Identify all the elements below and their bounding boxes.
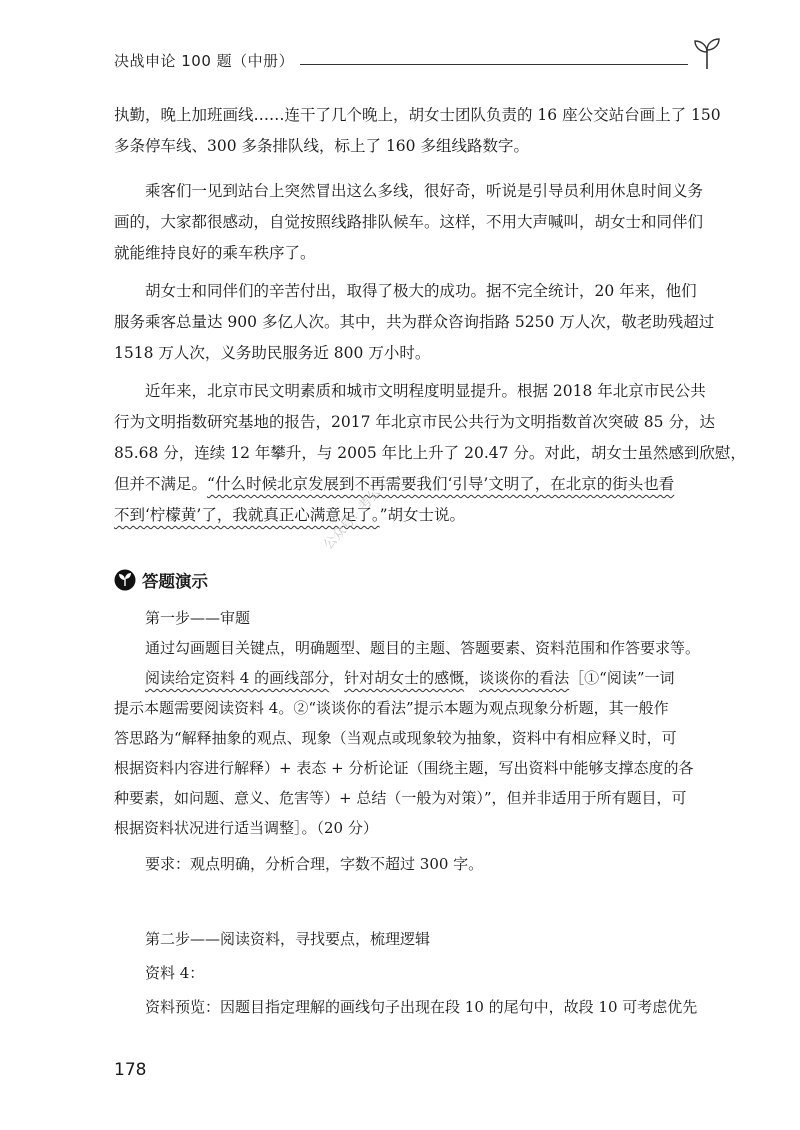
step1-title: 第一步——审题 bbox=[145, 609, 251, 627]
text-line: 答思路为“解释抽象的观点、现象（当观点或现象较为抽象，资料中有相应释义时，可 bbox=[114, 729, 677, 747]
section-heading bbox=[114, 566, 208, 594]
step1-intro: 通过勾画题目关键点，明确题型、题目的主题、答题要素、资料范围和作答要求等。 bbox=[145, 639, 701, 657]
text-line: 根据资料状况进行适当调整］。（20 分） bbox=[114, 819, 378, 837]
paragraph-2 bbox=[114, 176, 714, 269]
requirement-line: 要求：观点明确，分析合理，字数不超过 300 字。 bbox=[145, 855, 484, 873]
text-line bbox=[114, 469, 714, 500]
underlined-keyword: 阅读给定资料 4 的画线部分 bbox=[145, 669, 330, 687]
text-line: 85.68 分，连续 12 年攀升，与 2005 年比上升了 20.47 分。对此，胡女士虽然感到欣慰， bbox=[114, 444, 746, 462]
underlined-quote: 不到‘柠檬黄’了，我就真正心满意足了。 bbox=[114, 506, 380, 524]
text-line: 近年来，北京市民文明素质和城市文明程度明显提升。根据 2018 年北京市民公共 bbox=[145, 382, 706, 400]
text-line: 服务乘客总量达 900 多亿人次。其中，共为群众咨询指路 5250 万人次，敬老助残超过 bbox=[114, 313, 715, 331]
preview-line: 资料预览：因题目指定理解的画线句子出现在段 10 的尾句中，故段 10 可考虑优先 bbox=[145, 998, 698, 1016]
running-header bbox=[114, 46, 714, 76]
plain-text: 但并不满足。 bbox=[114, 475, 208, 493]
text-line bbox=[114, 500, 714, 531]
text-line: 执勤，晚上加班画线……连干了几个晚上，胡女士团队负责的 16 座公交站台画上了 150 bbox=[114, 106, 721, 124]
page-number: 178 bbox=[114, 1060, 147, 1080]
header-rule bbox=[300, 64, 688, 65]
step1-block bbox=[114, 603, 714, 879]
underlined-quote: “什么时候北京发展到不再需要我们‘引导’文明了，在北京的街头也看 bbox=[207, 475, 675, 493]
step2-title: 第二步——阅读资料，寻找要点，梳理逻辑 bbox=[145, 930, 431, 948]
text-line: 根据资料内容进行解释）+ 表态 + 分析论证（围绕主题，写出资料中能够支撑态度的各 bbox=[114, 759, 694, 777]
material-label: 资料 4： bbox=[145, 964, 205, 982]
text-line: 胡女士和同伴们的辛苦付出，取得了极大的成功。据不完全统计，20 年来，他们 bbox=[145, 282, 697, 300]
paragraph-3 bbox=[114, 276, 714, 369]
text-line: 行为文明指数研究基地的报告，2017 年北京市民公共行为文明指数首次突破 85 分，达 bbox=[114, 413, 715, 431]
text-line: 画的，大家都很感动，自觉按照线路排队候车。这样，不用大声喊叫，胡女士和同伴们 bbox=[114, 213, 704, 231]
plain-text: ”胡女士说。 bbox=[379, 506, 466, 524]
plain-text: ［①“阅读”一词 bbox=[569, 669, 675, 687]
step2-block bbox=[114, 924, 714, 1022]
watermark: 公众号：考公小 bbox=[320, 475, 394, 553]
plain-text: ， bbox=[464, 669, 480, 687]
text-line: 多条停车线、300 多条排队线，标上了 160 多组线路数字。 bbox=[114, 137, 529, 155]
paragraph-4 bbox=[114, 376, 746, 531]
text-line: 提示本题需要阅读资料 4。②“谈谈你的看法”提示本题为观点现象分析题，其一般作 bbox=[114, 699, 669, 717]
text-line: 种要素，如问题、意义、危害等）+ 总结（一般为对策）”，但并非适用于所有题目，可 bbox=[114, 789, 687, 807]
question-line bbox=[114, 663, 714, 693]
text-line: 乘客们一见到站台上突然冒出这么多线，很好奇，听说是引导员利用休息时间义务 bbox=[145, 182, 704, 200]
plain-text: ， bbox=[329, 669, 345, 687]
paragraph-1 bbox=[114, 100, 721, 162]
section-title: 答题演示 bbox=[142, 572, 208, 591]
text-line: 就能维持良好的乘车秩序了。 bbox=[114, 244, 316, 262]
text-line: 1518 万人次，义务助民服务近 800 万小时。 bbox=[114, 344, 431, 362]
leaf-icon bbox=[114, 569, 136, 591]
underlined-keyword: 谈谈你的看法 bbox=[479, 669, 570, 687]
sprout-icon bbox=[690, 36, 724, 70]
book-title: 决战申论 100 题（中册） bbox=[114, 52, 295, 70]
underlined-keyword: 针对胡女士的感慨 bbox=[344, 669, 465, 687]
